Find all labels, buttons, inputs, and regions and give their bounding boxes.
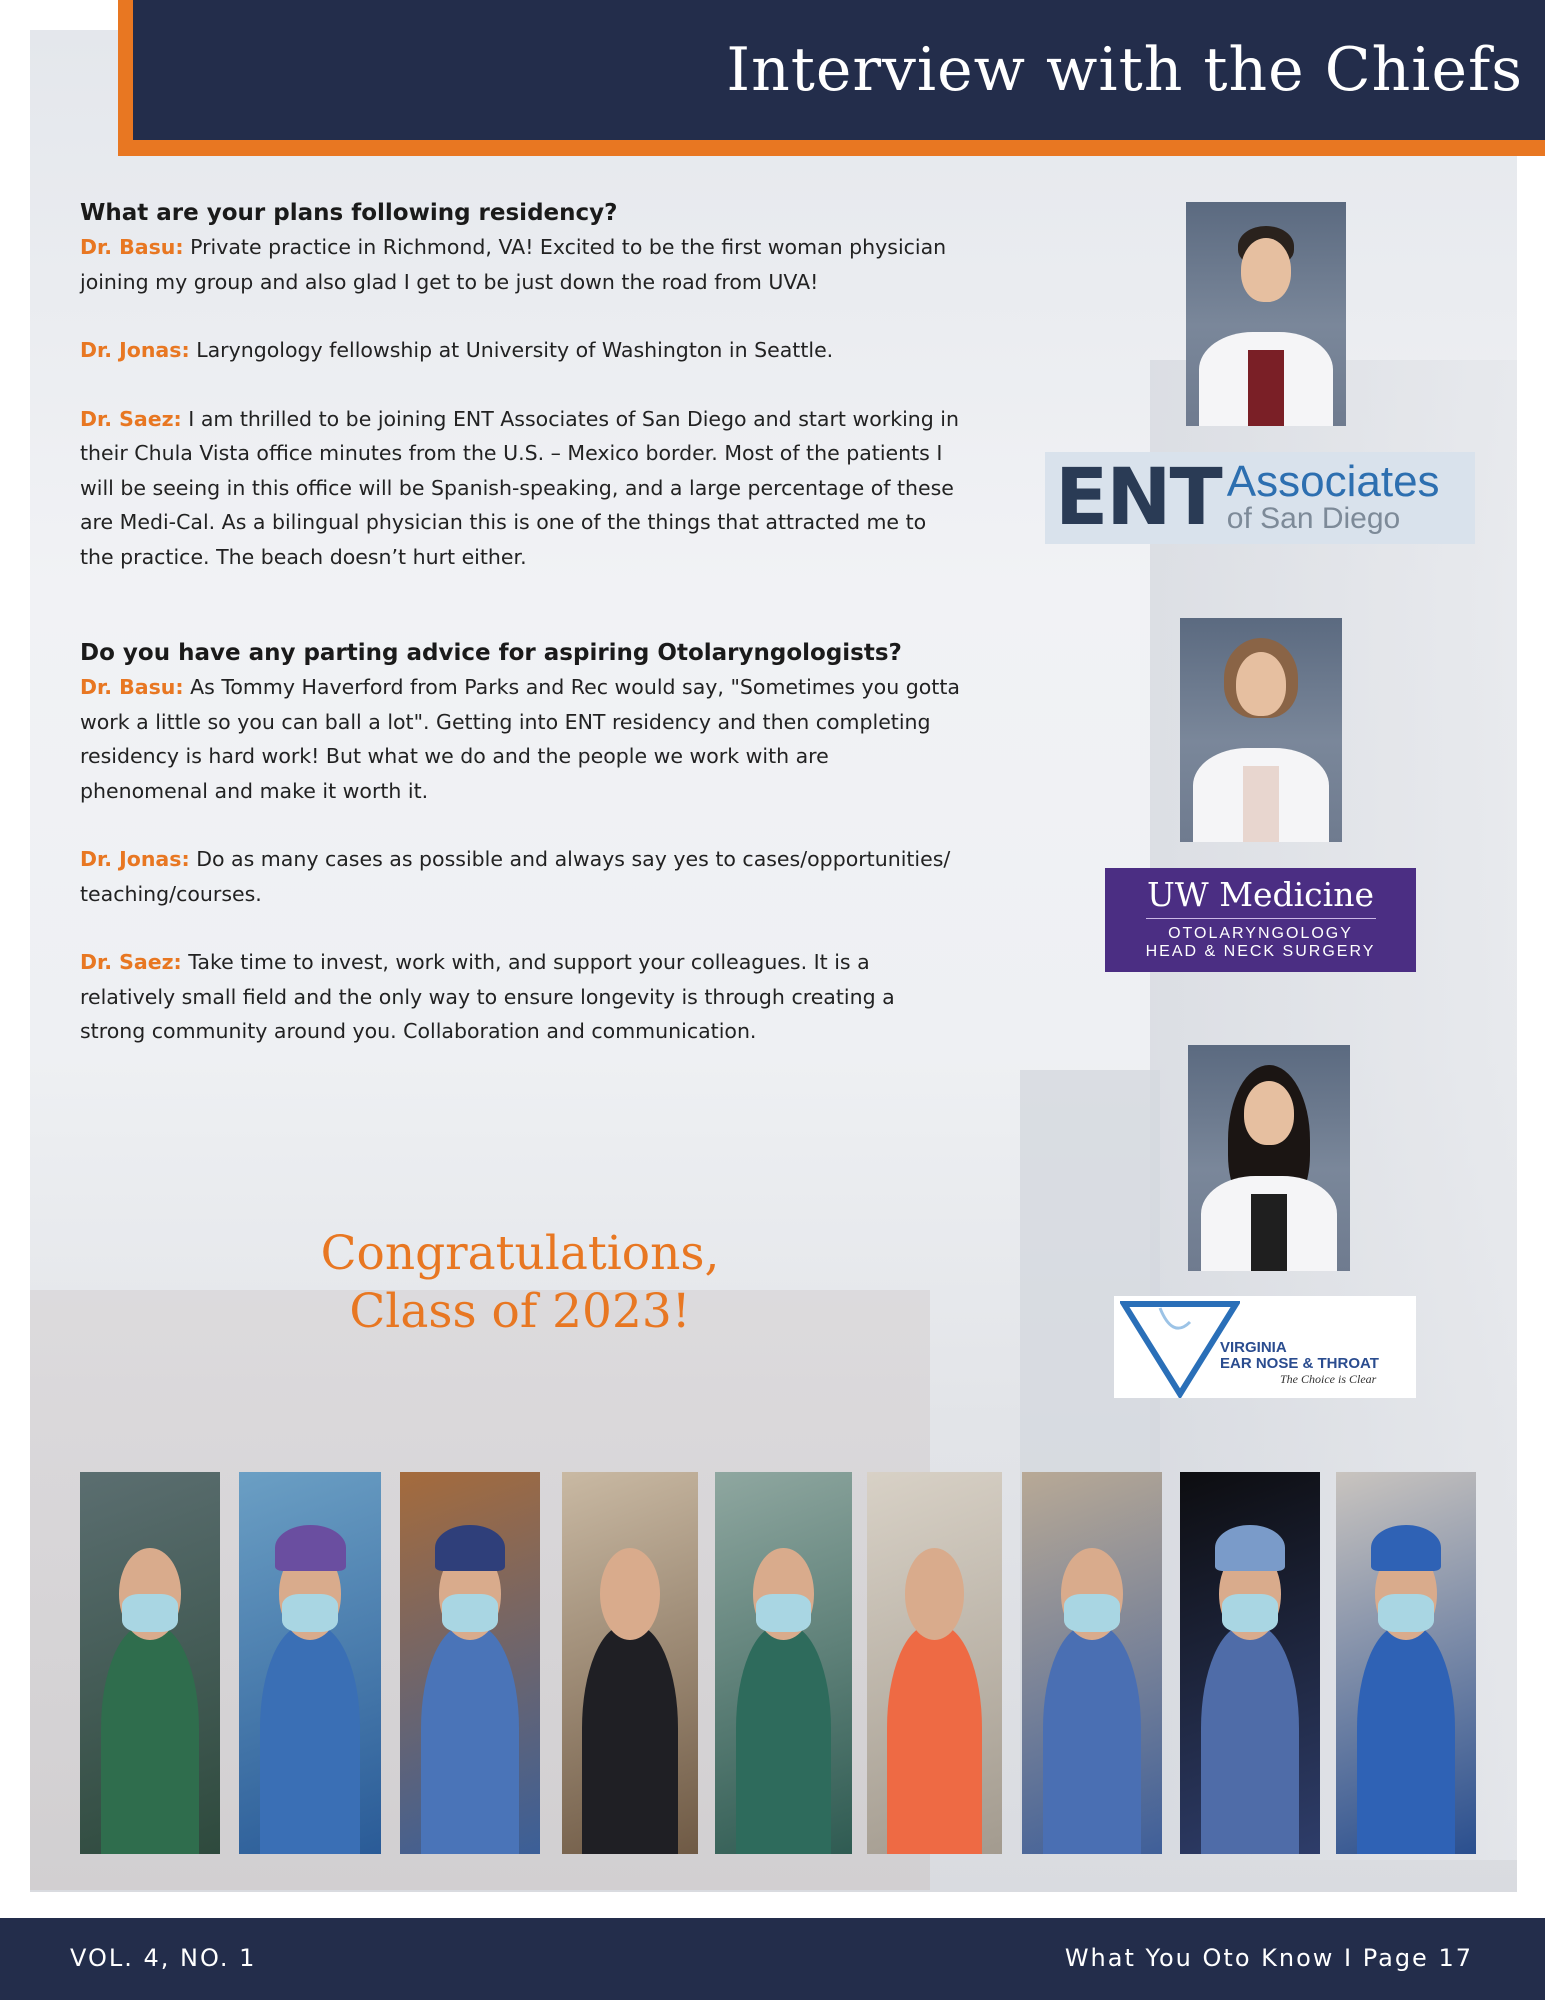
strip-photo-8 <box>1180 1472 1320 1854</box>
answer-text: I am thrilled to be joining ENT Associates of San Diego and start working in their Chula Vista office minutes from the U.S. – Mexico border. Most of the patients I will be seeing in this office will be Spanish-speaking, and a large percentage of these are Medi-Cal. As a bilingual physician this is one of the things that attracted me to the practice. The beach doesn’t hurt either. <box>80 406 959 569</box>
speaker-name: Dr. Jonas: <box>80 847 190 871</box>
va-logo-line-2: EAR NOSE & THROAT <box>1220 1355 1379 1372</box>
ent-logo-san-diego: of San Diego <box>1226 502 1401 535</box>
strip-photo-1 <box>80 1472 220 1854</box>
va-logo-tagline: The Choice is Clear <box>1280 1372 1377 1386</box>
uw-logo-dept-1: OTOLARYNGOLOGY <box>1168 925 1353 942</box>
answer-basu-advice <box>80 670 960 808</box>
portrait-dr-jonas <box>1180 618 1342 842</box>
answer-text: Laryngology fellowship at University of Washington in Seattle. <box>189 338 834 362</box>
interview-content <box>80 200 960 1049</box>
strip-photo-4 <box>562 1472 698 1854</box>
answer-jonas-advice <box>80 842 960 911</box>
uw-medicine-logo <box>1105 868 1416 972</box>
answer-saez-plans <box>80 402 960 575</box>
speaker-name: Dr. Saez: <box>80 406 182 431</box>
portrait-dr-saez <box>1186 202 1346 426</box>
strip-photo-6 <box>867 1472 1002 1854</box>
congrats-line-2: Class of 2023! <box>349 1284 691 1339</box>
virginia-ent-logo <box>1114 1296 1416 1398</box>
strip-photo-3 <box>400 1472 540 1854</box>
question-plans: What are your plans following residency? <box>80 200 618 226</box>
page-footer <box>0 1918 1545 2000</box>
answer-jonas-plans <box>80 333 960 368</box>
ent-associates-logo <box>1045 452 1475 544</box>
answer-saez-advice <box>80 945 960 1049</box>
uw-logo-title: UW Medicine <box>1146 875 1375 914</box>
speaker-name: Dr. Jonas: <box>80 338 190 362</box>
speaker-name: Dr. Basu: <box>80 235 184 259</box>
strip-photo-7 <box>1022 1472 1162 1854</box>
footer-volume: VOL. 4, NO. 1 <box>70 1944 257 1972</box>
answer-text: As Tommy Haverford from Parks and Rec would say, "Sometimes you gotta work a little so you can ball a lot". Getting into ENT residency and then completing residency is hard work! But what we do and the people we work with are phenomenal and make it worth it. <box>80 675 960 803</box>
uw-logo-dept-2: HEAD & NECK SURGERY <box>1145 943 1376 960</box>
ent-logo-mark: ENT <box>1055 453 1221 543</box>
va-logo-line-1: VIRGINIA <box>1220 1339 1287 1356</box>
answer-basu-plans <box>80 230 960 299</box>
portrait-dr-basu <box>1188 1045 1350 1271</box>
congrats-line-1: Congratulations, <box>320 1226 720 1281</box>
page-title: Interview with the Chiefs <box>726 35 1523 105</box>
strip-photo-9 <box>1336 1472 1476 1854</box>
footer-page-info: What You Oto Know I Page 17 <box>1064 1944 1473 1972</box>
header-bar <box>133 0 1545 140</box>
ent-logo-associates: Associates <box>1226 457 1440 506</box>
congratulations-heading <box>240 1225 800 1341</box>
speaker-name: Dr. Saez: <box>80 950 182 974</box>
answer-text: Take time to invest, work with, and support your colleagues. It is a relatively small field and the only way to ensure longevity is through creating a strong community around you. Collaboration and communication. <box>80 950 895 1043</box>
answer-text: Private practice in Richmond, VA! Excited to be the first woman physician joining my group and also glad I get to be just down the road from UVA! <box>80 235 947 294</box>
strip-photo-2 <box>239 1472 381 1854</box>
strip-photo-5 <box>715 1472 852 1854</box>
question-advice: Do you have any parting advice for aspiring Otolaryngologists? <box>80 640 902 666</box>
speaker-name: Dr. Basu: <box>80 675 184 699</box>
answer-text: Do as many cases as possible and always say yes to cases/opportunities/ teaching/courses. <box>80 847 951 906</box>
